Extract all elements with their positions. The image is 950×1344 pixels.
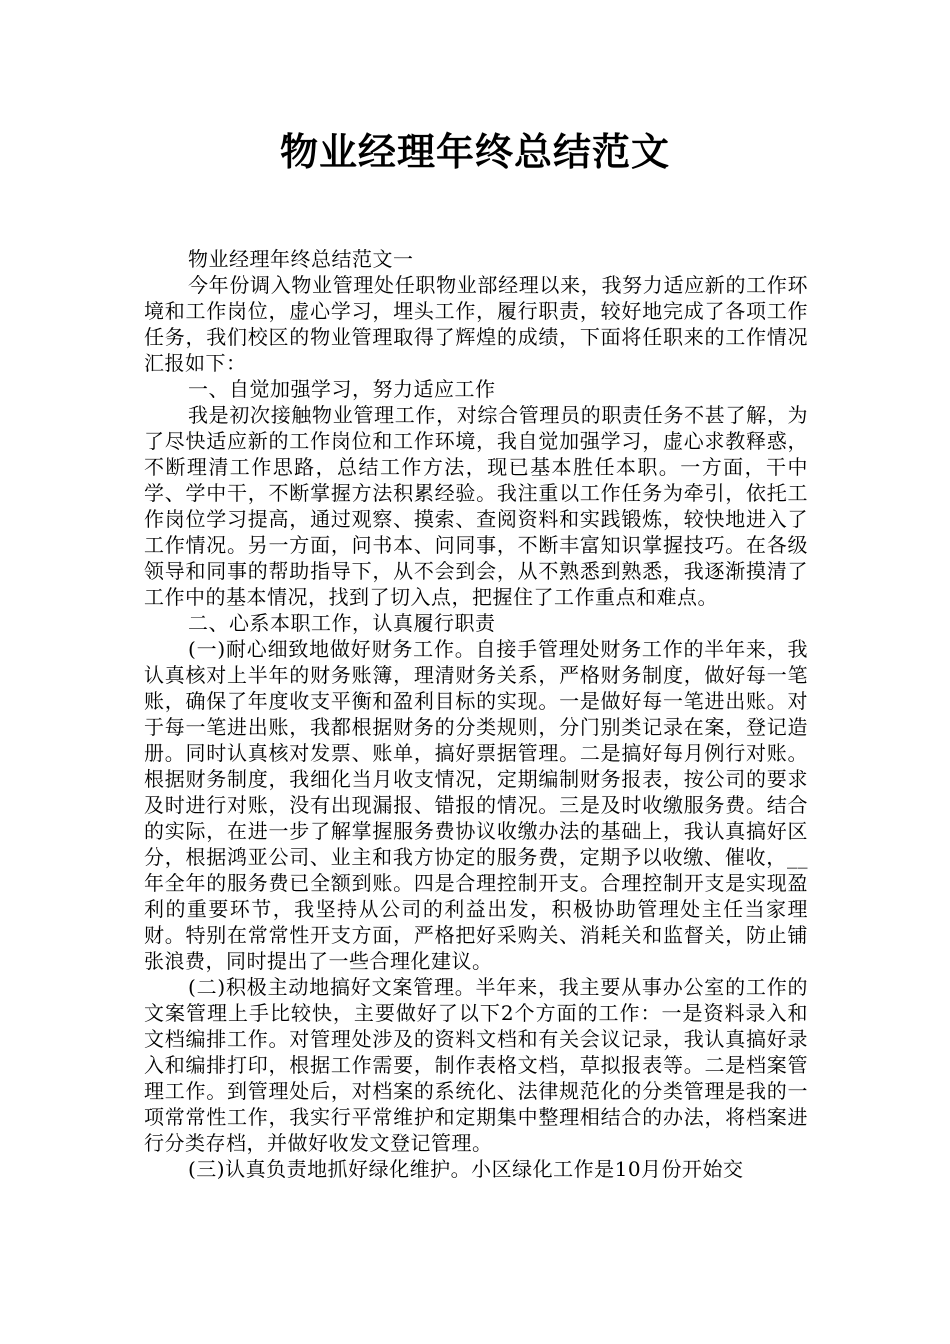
paragraph-intro: 今年份调入物业管理处任职物业部经理以来，我努力适应新的工作环境和工作岗位，虚心学习，埋头工作，履行职责，较好地完成了各项工作任务，我们校区的物业管理取得了辉煌的成绩，下面将任职来的工作情况汇报如下： (144, 273, 808, 375)
paragraph-documents: (二)积极主动地搞好文案管理。半年来，我主要从事办公室的工作的文案管理上手比较快，主要做好了以下2个方面的工作：一是资料录入和文档编排工作。对管理处涉及的资料文档和有关会议记录，我认真搞好录入和编排打印，根据工作需要，制作表格文档，草拟报表等。二是档案管理工作。到管理处后，对档案的系统化、法律规范化的分类管理是我的一项常常性工作，我实行平常维护和定期集中整理相结合的办法，将档案进行分类存档，并做好收发文登记管理。 (144, 975, 808, 1155)
paragraph-learning: 我是初次接触物业管理工作，对综合管理员的职责任务不甚了解，为了尽快适应新的工作岗位和工作环境，我自觉加强学习，虚心求教释惑，不断理清工作思路，总结工作方法，现已基本胜任本职。一方面，干中学、学中干，不断掌握方法积累经验。我注重以工作任务为牵引，依托工作岗位学习提高，通过观察、摸索、查阅资料和实践锻炼，较快地进入了工作情况。另一方面，问书本、问同事，不断丰富知识掌握技巧。在各级领导和同事的帮助指导下，从不会到会，从不熟悉到熟悉，我逐渐摸清了工作中的基本情况，找到了切入点，把握住了工作重点和难点。 (144, 403, 808, 609)
document-title: 物业经理年终总结范文 (279, 130, 670, 174)
paragraph-subtitle: 物业经理年终总结范文一 (188, 247, 414, 271)
document-body (144, 246, 808, 1182)
section-heading-1: 一、自觉加强学习，努力适应工作 (188, 377, 496, 401)
section-heading-2: 二、心系本职工作，认真履行职责 (188, 611, 496, 635)
paragraph-finance: (一)耐心细致地做好财务工作。自接手管理处财务工作的半年来，我认真核对上半年的财务账簿，理清财务关系，严格财务制度，做好每一笔账，确保了年度收支平衡和盈利目标的实现。一是做好每一笔进出账。对于每一笔进出账，我都根据财务的分类规则，分门别类记录在案，登记造册。同时认真核对发票、账单，搞好票据管理。二是搞好每月例行对账。根据财务制度，我细化当月收支情况，定期编制财务报表，按公司的要求及时进行对账，没有出现漏报、错报的情况。三是及时收缴服务费。结合的实际，在进一步了解掌握服务费协议收缴办法的基础上，我认真搞好区分，根据鸿亚公司、业主和我方协定的服务费，定期予以收缴、催收，__年全年的服务费已全额到账。四是合理控制开支。合理控制开支是实现盈利的重要环节，我坚持从公司的利益出发，积极协助管理处主任当家理财。特别在常常性开支方面，严格把好采购关、消耗关和监督关，防止铺张浪费，同时提出了一些合理化建议。 (144, 637, 808, 973)
paragraph-greening: (三)认真负责地抓好绿化维护。小区绿化工作是10月份开始交 (188, 1157, 744, 1181)
